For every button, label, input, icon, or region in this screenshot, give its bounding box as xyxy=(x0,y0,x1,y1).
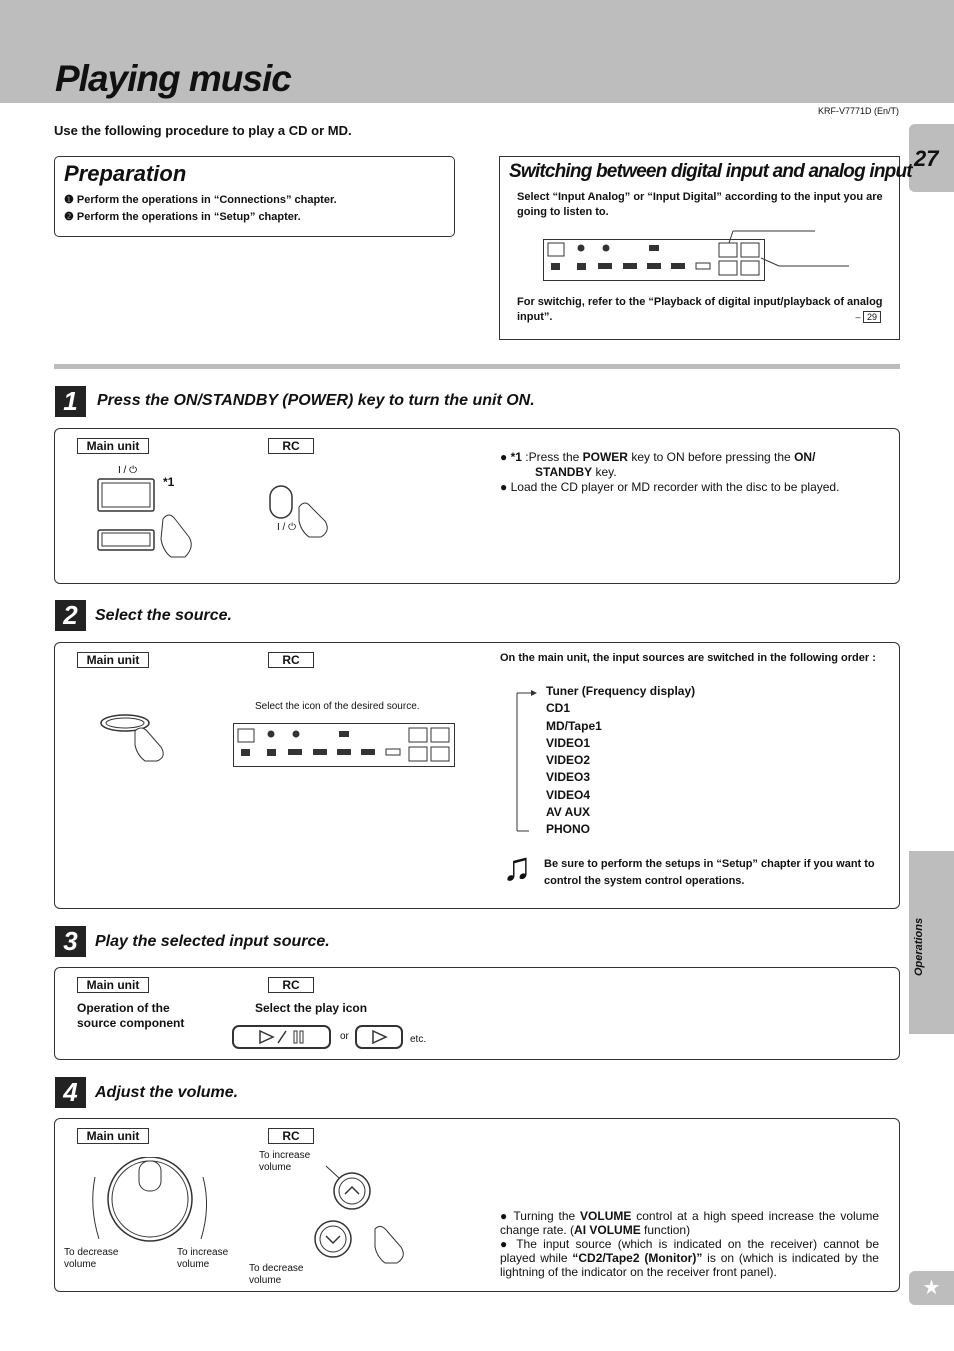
main-unit-label: Main unit xyxy=(77,1128,149,1144)
star-tab: ★ xyxy=(909,1271,954,1305)
bullet-bold: VOLUME xyxy=(580,1209,632,1223)
model-code: KRF-V7771D (En/T) xyxy=(817,106,899,116)
preparation-title: Preparation xyxy=(64,161,187,186)
page-number: 27 xyxy=(914,146,939,171)
step-1-title: Press the ON/STANDBY (POWER) key to turn the unit ON. xyxy=(97,392,535,409)
operations-tab-label: Operations xyxy=(913,917,925,976)
source-caption: Select the icon of the desired source. xyxy=(255,701,420,712)
etc-text: etc. xyxy=(410,1034,427,1045)
source-item: Tuner (Frequency display) xyxy=(546,684,696,698)
bullet-text: key. xyxy=(592,465,617,479)
page-reference[interactable]: – 29 xyxy=(855,311,881,323)
rc-decrease-label: To decrease volume xyxy=(249,1263,304,1286)
source-item: VIDEO2 xyxy=(546,753,591,768)
bullet-text: is on (which is indicated by the lightning of the indicator on the receiver front panel). xyxy=(500,1251,879,1279)
page-reference-number: 29 xyxy=(863,311,881,323)
source-item: AV AUX xyxy=(546,805,591,820)
increase-volume-label: To increase volume xyxy=(177,1247,229,1270)
bullet-text: control at a high speed increase the volume change rate. ( xyxy=(500,1209,880,1237)
bullet-text: Turning the xyxy=(513,1209,581,1223)
bullet-bold: POWER xyxy=(582,450,628,464)
step-1-bullet-cont xyxy=(535,465,617,479)
main-unit-label: Main unit xyxy=(77,977,149,993)
switching-box xyxy=(499,156,912,340)
page-number-tab xyxy=(909,124,954,192)
rc-label: RC xyxy=(268,652,314,668)
step-4-bullet: ● The input source (which is indicated on the receiver) cannot be played while “CD2/Tape2 (Monitor)” is on (which is indicated by the lightning of the indicator on the receiver front panel). xyxy=(500,1237,879,1279)
step-3-title: Play the selected input source. xyxy=(95,933,330,950)
volume-down-button[interactable] xyxy=(309,1219,359,1263)
source-list xyxy=(546,683,695,839)
or-text: or xyxy=(340,1031,349,1042)
step-4-panel xyxy=(54,1118,900,1292)
switching-text: Select “Input Analog” or “Input Digital” according to the input you are going to listen to. xyxy=(517,191,883,218)
source-item: VIDEO4 xyxy=(546,787,591,802)
rc-label: RC xyxy=(268,977,314,993)
step-4-number: 4 xyxy=(55,1077,86,1108)
rc-label: RC xyxy=(268,1128,314,1144)
volume-up-button[interactable] xyxy=(323,1164,373,1212)
source-item: VIDEO3 xyxy=(546,770,591,785)
bullet-text: Load the CD player or MD recorder with the disc to be played. xyxy=(510,480,840,494)
bullet-text: function) xyxy=(640,1223,691,1237)
switching-reference-text: For switchig, refer to the “Playback of digital input/playback of analog input”. xyxy=(517,296,883,323)
bullet-bold: STANDBY xyxy=(535,465,593,479)
source-order-text: On the main unit, the input sources are switched in the following order : xyxy=(500,652,876,664)
source-cycle-arrow xyxy=(515,687,545,835)
remote-power-key-label: I / ⏻ xyxy=(277,522,297,533)
intro-text: Use the following procedure to play a CD or MD. xyxy=(54,123,352,138)
bullet-bold: “CD2/Tape2 (Monitor)” xyxy=(572,1251,703,1265)
bullet-bold: ON/ xyxy=(794,450,816,464)
bullet-bold: AI VOLUME xyxy=(574,1223,641,1237)
page-header xyxy=(0,0,954,103)
source-item: VIDEO1 xyxy=(546,735,591,750)
step-3-panel xyxy=(54,967,900,1060)
bullet-ref: *1 xyxy=(510,450,522,464)
preparation-item: ❶ Perform the operations in “Connections” chapter. xyxy=(64,194,337,206)
input-selector-knob-diagram xyxy=(97,705,177,765)
bullet-text: :Press the xyxy=(521,450,583,464)
note-mark: *1 xyxy=(163,475,175,489)
rc-increase-label: To increase volume xyxy=(259,1150,311,1173)
section-divider xyxy=(54,364,900,369)
preparation-item: ❷ Perform the operations in “Setup” chapter. xyxy=(64,211,301,223)
step-4-title: Adjust the volume. xyxy=(95,1084,239,1101)
source-operation-text: Operation of the source component xyxy=(77,1001,185,1030)
page-title: Playing music xyxy=(55,58,291,99)
decrease-volume-label: To decrease volume xyxy=(64,1247,119,1270)
main-unit-label: Main unit xyxy=(77,652,149,668)
bullet-text: The input source (which is indicated on the receiver) cannot be played while xyxy=(500,1237,879,1265)
step-1-number: 1 xyxy=(55,386,86,417)
main-unit-label: Main unit xyxy=(77,438,149,454)
step-2-title: Select the source. xyxy=(95,607,232,624)
operations-tab xyxy=(909,851,954,1034)
rc-label: RC xyxy=(268,438,314,454)
music-note-icon: ♫ xyxy=(502,845,532,889)
setup-note: Be sure to perform the setups in “Setup” chapter if you want to control the system control operations. xyxy=(544,858,875,887)
step-1-panel xyxy=(54,428,900,584)
play-icon-text: Select the play icon xyxy=(255,1001,368,1015)
source-item: PHONO xyxy=(546,822,591,837)
bullet-text: key to ON before pressing the xyxy=(627,450,795,464)
switching-title: Switching between digital input and analog input xyxy=(509,161,912,182)
step-3-number: 3 xyxy=(55,926,86,957)
step-4-bullet: ● Turning the VOLUME control at a high speed increase the volume change rate. (AI VOLUME function) xyxy=(500,1209,880,1237)
input-display-diagram xyxy=(543,227,853,283)
step-1-bullet: ● *1 :Press the POWER key to ON before pressing the ON/ xyxy=(500,450,816,464)
hand-icon xyxy=(369,1223,419,1267)
svg-text:I / ⏻: I / ⏻ xyxy=(118,465,138,476)
play-pause-button[interactable] xyxy=(232,1025,332,1051)
play-button[interactable] xyxy=(355,1025,405,1051)
source-item: MD/Tape1 xyxy=(546,718,602,733)
volume-knob-diagram[interactable] xyxy=(85,1157,220,1247)
source-item: CD1 xyxy=(546,701,571,716)
power-key-diagram xyxy=(93,459,203,559)
step-2-panel xyxy=(54,642,900,909)
step-1-bullet: ● Load the CD player or MD recorder with the disc to be played. xyxy=(500,480,840,494)
source-display-diagram xyxy=(233,723,457,769)
step-2-number: 2 xyxy=(55,600,86,631)
preparation-box xyxy=(54,156,455,237)
